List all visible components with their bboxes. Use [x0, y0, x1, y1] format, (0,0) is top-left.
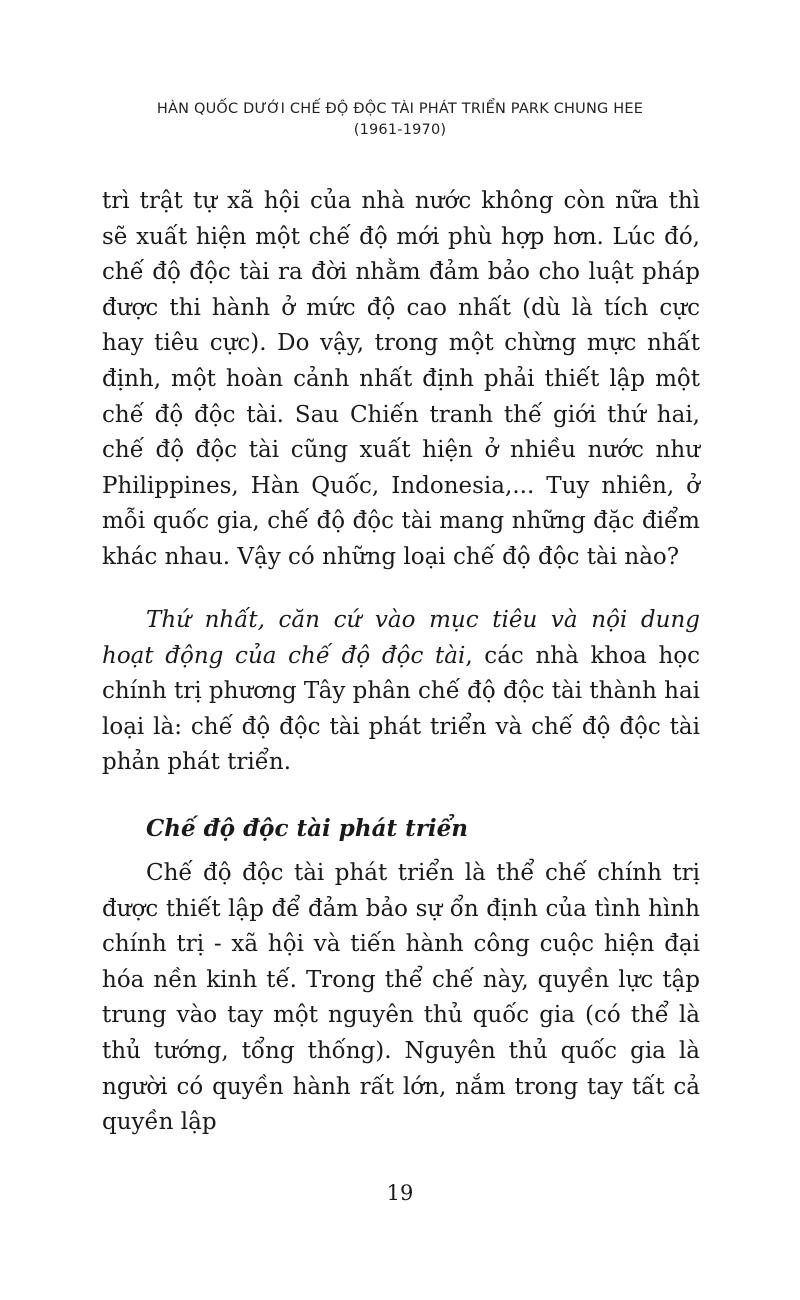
paragraph-2-text: [102, 603, 700, 781]
paragraph-1-text: trì trật tự xã hội của nhà nước không còn nữa thì sẽ xuất hiện một chế độ mới phù hợp hơn. Lúc đó, chế độ độc tài ra đời nhằm đảm bảo cho luật pháp được thi hành ở mức độ cao nhất (dù là tích cực hay tiêu cực). Do vậy, trong một chừng mực nhất định, một hoàn cảnh nhất định phải thiết lập một chế độ độc tài. Sau Chiến tranh thế giới thứ hai, chế độ độc tài cũng xuất hiện ở nhiều nước như Philippines, Hàn Quốc, Indonesia,... Tuy nhiên, ở mỗi quốc gia, chế độ độc tài mang những đặc điểm khác nhau. Vậy có những loại chế độ độc tài nào?: [102, 188, 700, 570]
section-heading: Chế độ độc tài phát triển: [146, 815, 468, 842]
paragraph-2-rest: , các nhà khoa học chính trị phương Tây phân chế độ độc tài thành hai loại là: chế độ độc tài phát triển và chế độ độc tài phản phát triển.: [102, 642, 701, 776]
running-head-title: HÀN QUỐC DƯỚI CHẾ ĐỘ ĐỘC TÀI PHÁT TRIỂN PARK CHUNG HEE: [156, 101, 644, 117]
running-head-years: (1961-1970): [353, 122, 447, 138]
paragraph-definition: [102, 856, 700, 1141]
paragraph-2-italic-lead: Thứ nhất, căn cứ vào mục tiêu và nội dung hoạt động của chế độ độc tài: [102, 607, 700, 669]
paragraph-classification: [102, 603, 700, 781]
paragraph-3-text: Chế độ độc tài phát triển là thể chế chính trị được thiết lập để đảm bảo sự ổn định của tình hình chính trị - xã hội và tiến hành công cuộc hiện đại hóa nền kinh tế. Trong thể chế này, quyền lực tập trung vào tay một nguyên thủ quốc gia (có thể là thủ tướng, tổng thống). Nguyên thủ quốc gia là người có quyền hành rất lớn, nắm trong tay tất cả quyền lập: [102, 860, 700, 1136]
page-number: 19: [386, 1181, 414, 1205]
paragraph-continued: [102, 184, 700, 576]
